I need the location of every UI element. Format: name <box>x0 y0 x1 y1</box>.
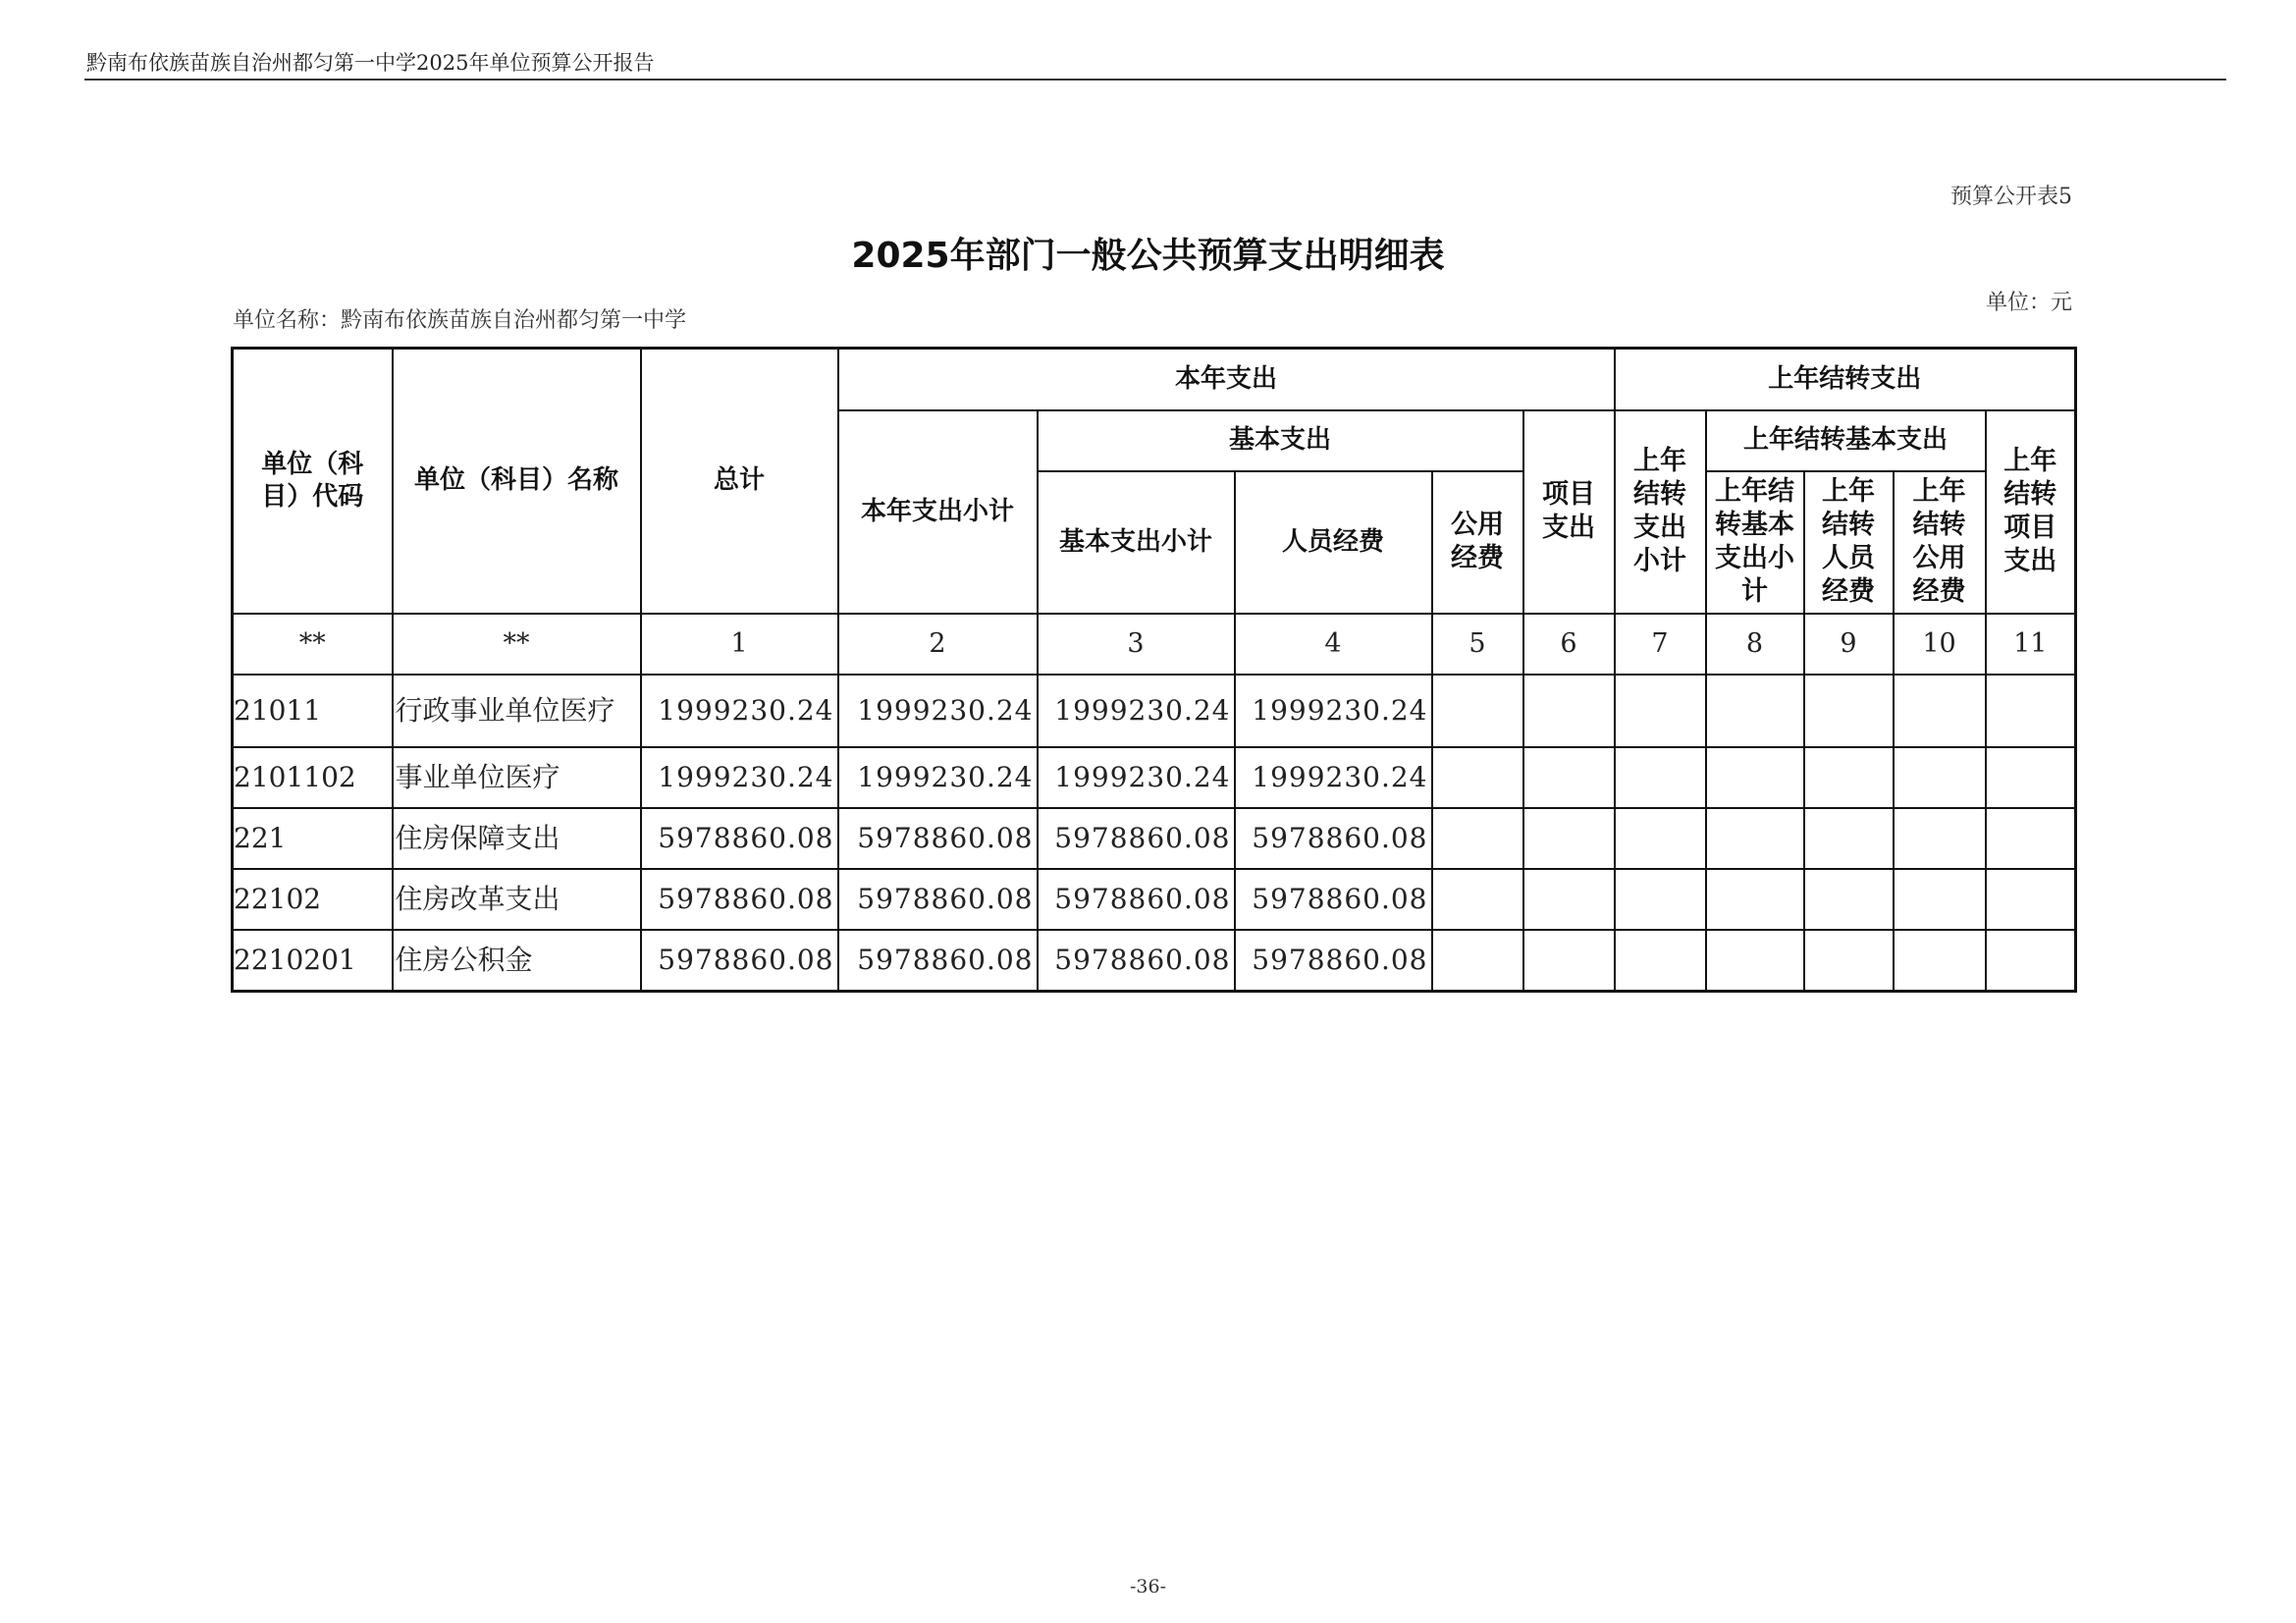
header-last-personnel <box>1804 471 1894 614</box>
header-current-year: 本年支出 <box>838 349 1615 410</box>
cell-total: 1999230.24 <box>641 675 838 747</box>
header-code-label: 单位（科目）代码 <box>261 449 364 512</box>
cell-name: 行政事业单位医疗 <box>393 675 641 747</box>
budget-expenditure-table <box>231 347 2077 993</box>
index-cell: 11 <box>1986 614 2076 675</box>
header-last-basic-subtotal <box>1706 471 1804 614</box>
cell-last-project <box>1986 675 2076 747</box>
index-cell: 3 <box>1038 614 1235 675</box>
cell-name: 住房改革支出 <box>393 869 641 930</box>
cell-public <box>1432 808 1523 869</box>
cell-last-project <box>1986 869 2076 930</box>
cell-personnel: 5978860.08 <box>1235 930 1432 992</box>
header-last-basic: 上年结转基本支出 <box>1706 410 1986 471</box>
cell-name: 住房保障支出 <box>393 808 641 869</box>
index-cell: 2 <box>838 614 1038 675</box>
header-last-subtotal <box>1615 410 1706 614</box>
index-cell: ** <box>393 614 641 675</box>
cell-last-subtotal <box>1615 869 1706 930</box>
header-name: 单位（科目）名称 <box>393 349 641 614</box>
cell-name: 事业单位医疗 <box>393 747 641 808</box>
index-cell: 5 <box>1432 614 1523 675</box>
header-personnel: 人员经费 <box>1235 471 1432 614</box>
column-index-row <box>233 614 2076 675</box>
cell-last-personnel <box>1804 675 1894 747</box>
cell-last-subtotal <box>1615 930 1706 992</box>
page-number: -36- <box>1129 1576 1167 1597</box>
header-basic: 基本支出 <box>1038 410 1523 471</box>
cell-last-personnel <box>1804 930 1894 992</box>
table-row <box>233 930 2076 992</box>
header-last-public <box>1894 471 1986 614</box>
cell-total: 1999230.24 <box>641 747 838 808</box>
table-row <box>233 747 2076 808</box>
cell-last-public <box>1894 747 1986 808</box>
cell-last-basic-subtotal <box>1706 675 1804 747</box>
header-code <box>233 349 393 614</box>
cell-current-subtotal: 5978860.08 <box>838 869 1038 930</box>
index-cell: 4 <box>1235 614 1432 675</box>
cell-public <box>1432 930 1523 992</box>
unit-currency: 单位：元 <box>1985 291 2072 315</box>
header-current-subtotal: 本年支出小计 <box>838 410 1038 614</box>
cell-basic-subtotal: 1999230.24 <box>1038 747 1235 808</box>
cell-personnel: 1999230.24 <box>1235 747 1432 808</box>
index-cell: 1 <box>641 614 838 675</box>
cell-current-subtotal: 1999230.24 <box>838 747 1038 808</box>
cell-personnel: 5978860.08 <box>1235 869 1432 930</box>
cell-project <box>1523 675 1615 747</box>
table-row <box>233 675 2076 747</box>
cell-basic-subtotal: 5978860.08 <box>1038 930 1235 992</box>
cell-current-subtotal: 5978860.08 <box>838 808 1038 869</box>
cell-project <box>1523 747 1615 808</box>
header-last-year: 上年结转支出 <box>1615 349 2076 410</box>
header-last-project <box>1986 410 2076 614</box>
cell-last-personnel <box>1804 747 1894 808</box>
cell-basic-subtotal: 5978860.08 <box>1038 869 1235 930</box>
cell-code: 21011 <box>233 675 393 747</box>
header-divider <box>84 79 2226 81</box>
cell-last-subtotal <box>1615 747 1706 808</box>
cell-public <box>1432 747 1523 808</box>
cell-current-subtotal: 5978860.08 <box>838 930 1038 992</box>
cell-last-basic-subtotal <box>1706 808 1804 869</box>
header-last-public-label: 上年结转公用经费 <box>1912 476 1966 607</box>
cell-code: 2101102 <box>233 747 393 808</box>
index-cell: 9 <box>1804 614 1894 675</box>
cell-last-project <box>1986 747 2076 808</box>
index-cell: 7 <box>1615 614 1706 675</box>
index-cell: 6 <box>1523 614 1615 675</box>
cell-project <box>1523 869 1615 930</box>
table-row <box>233 869 2076 930</box>
cell-last-public <box>1894 930 1986 992</box>
cell-personnel: 5978860.08 <box>1235 808 1432 869</box>
cell-code: 221 <box>233 808 393 869</box>
report-title: 2025年部门一般公共预算支出明细表 <box>851 236 1445 276</box>
table-number: 预算公开表5 <box>1950 185 2072 209</box>
index-cell: ** <box>233 614 393 675</box>
cell-last-subtotal <box>1615 675 1706 747</box>
cell-total: 5978860.08 <box>641 808 838 869</box>
cell-last-subtotal <box>1615 808 1706 869</box>
cell-name: 住房公积金 <box>393 930 641 992</box>
header-last-project-label: 上年结转项目支出 <box>2003 446 2057 576</box>
header-total: 总计 <box>641 349 838 614</box>
header-project-label: 项目支出 <box>1542 479 1595 543</box>
cell-public <box>1432 869 1523 930</box>
cell-last-personnel <box>1804 808 1894 869</box>
cell-last-basic-subtotal <box>1706 869 1804 930</box>
header-public <box>1432 471 1523 614</box>
header-public-label: 公用经费 <box>1451 510 1504 573</box>
cell-last-project <box>1986 930 2076 992</box>
header-project <box>1523 410 1615 614</box>
header-last-basic-subtotal-label: 上年结转基本支出小计 <box>1715 476 1794 607</box>
cell-last-public <box>1894 808 1986 869</box>
index-cell: 8 <box>1706 614 1804 675</box>
header-last-subtotal-label: 上年结转支出小计 <box>1633 446 1686 576</box>
cell-last-personnel <box>1804 869 1894 930</box>
cell-last-public <box>1894 869 1986 930</box>
header-basic-subtotal: 基本支出小计 <box>1038 471 1235 614</box>
cell-project <box>1523 808 1615 869</box>
cell-personnel: 1999230.24 <box>1235 675 1432 747</box>
cell-last-public <box>1894 675 1986 747</box>
cell-current-subtotal: 1999230.24 <box>838 675 1038 747</box>
cell-last-project <box>1986 808 2076 869</box>
cell-total: 5978860.08 <box>641 869 838 930</box>
header-last-personnel-label: 上年结转人员经费 <box>1822 476 1875 607</box>
cell-code: 22102 <box>233 869 393 930</box>
cell-last-basic-subtotal <box>1706 930 1804 992</box>
table-row <box>233 808 2076 869</box>
unit-name: 单位名称：黔南布依族苗族自治州都匀第一中学 <box>233 308 687 333</box>
cell-last-basic-subtotal <box>1706 747 1804 808</box>
cell-public <box>1432 675 1523 747</box>
cell-basic-subtotal: 5978860.08 <box>1038 808 1235 869</box>
cell-code: 2210201 <box>233 930 393 992</box>
index-cell: 10 <box>1894 614 1986 675</box>
cell-project <box>1523 930 1615 992</box>
running-header: 黔南布依族苗族自治州都匀第一中学2025年单位预算公开报告 <box>86 51 655 75</box>
cell-total: 5978860.08 <box>641 930 838 992</box>
cell-basic-subtotal: 1999230.24 <box>1038 675 1235 747</box>
